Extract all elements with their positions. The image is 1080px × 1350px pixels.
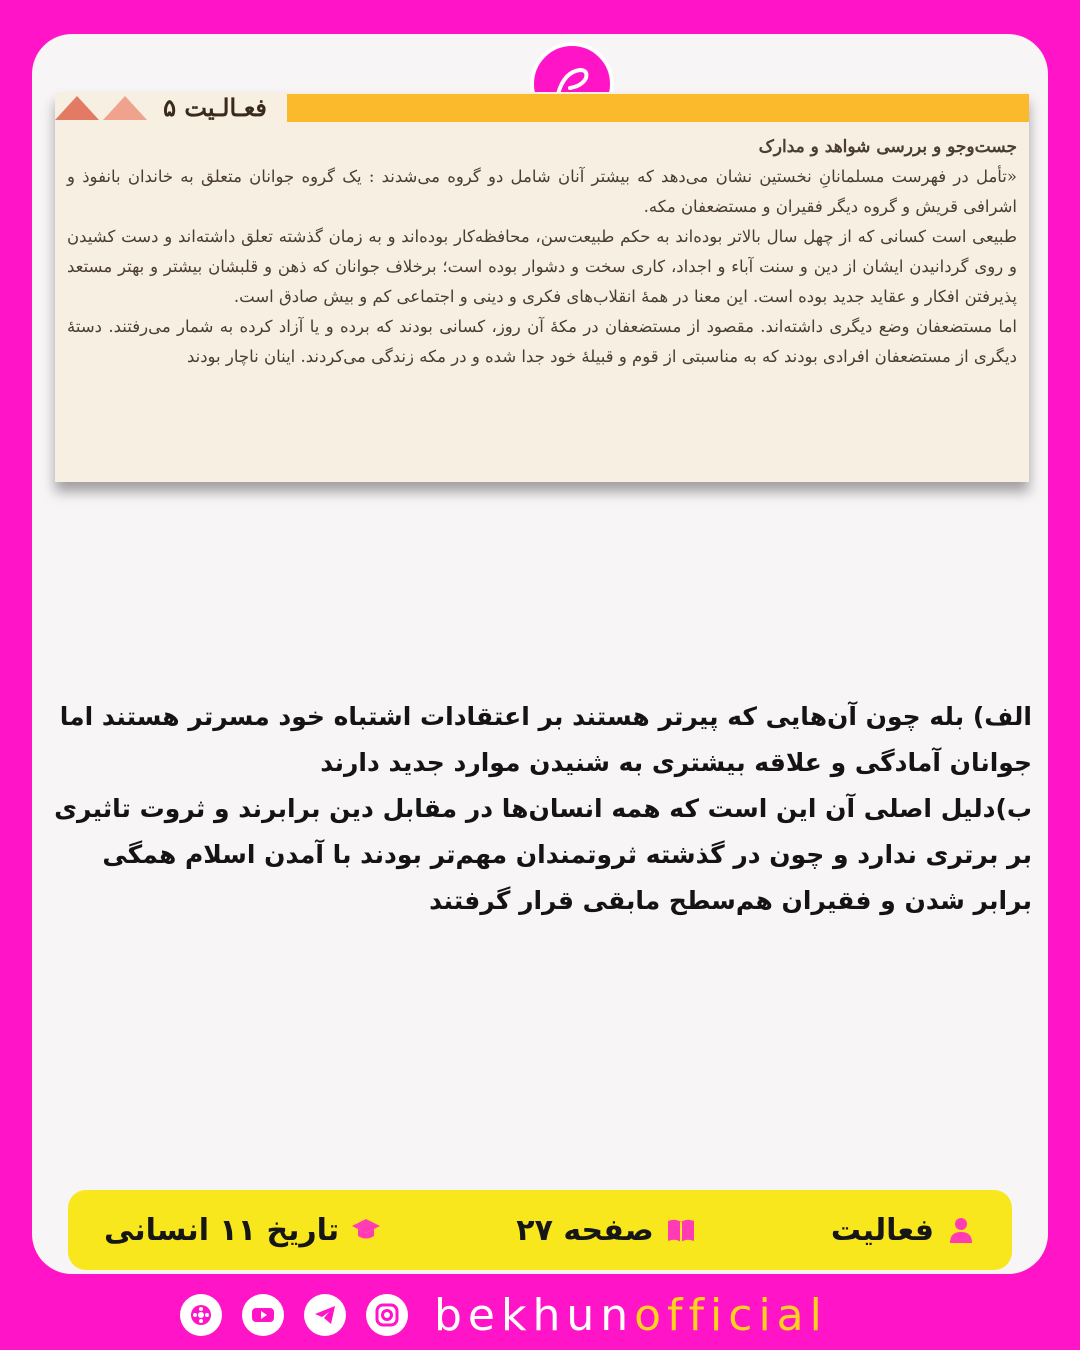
book-label [104,1213,381,1248]
excerpt-body [67,132,1017,372]
excerpt-paragraph: «تأمل در فهرست مسلمانانِ نخستین نشان می‌دهد که بیشتر آنان شامل دو گروه می‌شدند : یک گروه جوانان متعلق به خاندان بانفوذ و اشرافی قریش و گروه دیگر فقیران و مستضعفان مکه. [67,167,1017,216]
page-label [516,1213,695,1248]
handle-part2: official [634,1289,828,1341]
book-icon [666,1215,696,1245]
excerpt-paragraph: اما مستضعفان وضع دیگری داشته‌اند. مقصود از مستضعفان در مکهٔ آن روز، کسانی بودند که برده و یا آزاد کرده به شمار می‌رفتند. دستهٔ دیگری از مستضعفان افرادی بودند که به مناسبتی از قوم و قبیلهٔ خود جدا شده و در مکه زندگی می‌کردند. اینان ناچار بودند [67,317,1017,366]
excerpt-subtitle: جست‌وجو و بررسی شواهد و مدارک [758,137,1017,157]
telegram-icon[interactable] [304,1294,346,1336]
graduation-cap-icon [351,1215,381,1245]
social-footer [180,1284,920,1346]
book-text: تاریخ ۱۱ انسانی [104,1212,340,1248]
header-triangle [103,96,147,120]
instagram-icon[interactable] [366,1294,408,1336]
header-bar [287,94,1029,122]
handle-text[interactable] [434,1290,828,1341]
info-bar [68,1190,1012,1270]
excerpt-paragraph: طبیعی است کسانی که از چهل سال بالاتر بوده‌اند به حکم طبیعت‌سن، محافظه‌کار بوده‌اند و به زمان گذشته تعلق داشته‌اند و دست کشیدن و روی گردانیدن ایشان از دین و سنت آباء و اجداد، کاری سخت و دشوار بوده است؛ برخلاف جوانان که ذهن و قلبشان بیشتر و بهتر مستعد پذیرفتن افکار و عقاید جدید بوده است. این معنا در همهٔ انقلاب‌های فکری و دینی و اجتماعی کم و بیش صادق است. [67,227,1017,306]
page-text: صفحه ۲۷ [516,1212,654,1248]
activity-label [831,1213,976,1248]
activity-text: فعالیت [830,1212,934,1248]
answer-text: الف) بله چون آن‌هایی که پیرتر هستند بر اعتقادات اشتباه خود مسرتر هستند اما جوانان آمادگی و علاقه بیشتری به شنیدن موارد جدید دارند ب)دلیل اصلی آن این است که همه انسان‌ها در مقابل دین برابرند و ثروت تاثیری بر برتری ندارد و چون در گذشته ثروتمندان مهم‌تر بودند با آمدن اسلام همگی برابر شدن و فقیران هم‌سطح مابقی قرار گرفتند [54,702,1032,915]
activity-title: فعـالـیت ۵ [163,93,267,122]
user-icon [946,1215,976,1245]
textbook-excerpt [55,92,1029,482]
youtube-icon[interactable] [242,1294,284,1336]
aparat-icon[interactable] [180,1294,222,1336]
handle-part1: bekhun [434,1289,635,1341]
activity-header [55,92,1029,126]
header-triangle [55,96,99,120]
